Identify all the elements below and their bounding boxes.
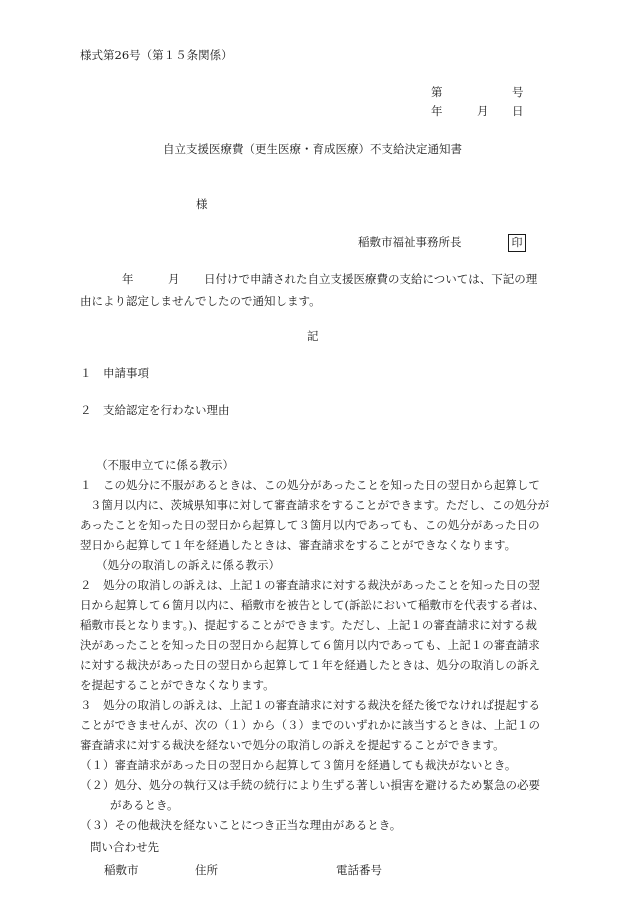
appeal-heading: （不服申立てに係る教示） (96, 458, 234, 472)
appeal-line: ことができませんが、次の（１）から（３）までのいずれかに該当するときは、上記１の (80, 718, 540, 732)
intro-text-line2: 由により認定しませんでしたので通知します。 (80, 294, 321, 308)
official-seal: 印 (508, 234, 526, 252)
appeal-line: （３）その他裁決を経ないことにつき正当な理由があるとき。 (80, 818, 402, 832)
appeal-line: 審査請求に対する裁決を経ないで処分の取消しの訴えを提起することができます。 (80, 738, 505, 752)
date-day: 日 (512, 104, 524, 118)
appeal-line: あったことを知った日の翌日から起算して３箇月以内であっても、この処分があった日の (80, 518, 540, 532)
appeal-line: ３ 処分の取消しの訴えは、上記１の審査請求に対する裁決を経た後でなければ提起する (80, 698, 540, 712)
appeal-line: があるとき。 (110, 798, 179, 812)
doc-number-suffix: 号 (512, 85, 524, 99)
item-application: １ 申請事項 (80, 366, 149, 380)
appeal-line: 決があったことを知った日の翌日から起算して６箇月以内であっても、上記１の審査請求 (80, 638, 540, 652)
date-year: 年 (431, 104, 443, 118)
intro-year: 年 (122, 272, 134, 286)
intro-month: 月 (168, 272, 180, 286)
appeal-line: ３箇月以内に、茨城県知事に対して審査請求をすることができます。ただし、この処分が (90, 498, 550, 512)
addressee-suffix: 様 (196, 197, 208, 211)
appeal-line: を提起することができなくなります。 (80, 678, 275, 692)
contact-address-label: 住所 (195, 863, 218, 877)
appeal-line: 稲敷市長となります。)、提起することができます。ただし、上記１の審査請求に対する裁 (80, 618, 537, 632)
contact-heading: 問い合わせ先 (90, 840, 159, 854)
appeal-line: に対する裁決があった日の翌日から起算して１年を経過したときは、処分の取消しの訴え (80, 658, 540, 672)
appeal-line: 日から起算して６箇月以内に、稲敷市を被告として(訴訟において稲敷市を代表する者は、 (80, 598, 545, 612)
contact-phone-label: 電話番号 (336, 863, 382, 877)
date-month: 月 (477, 104, 489, 118)
issuer-name: 稲敷市福祉事務所長 (358, 235, 462, 249)
item-reason: ２ 支給認定を行わない理由 (80, 403, 230, 417)
record-mark: 記 (307, 329, 319, 343)
intro-text-line1: 日付けで申請された自立支援医療費の支給については、下記の理 (204, 272, 538, 286)
doc-number-label: 第 (431, 85, 443, 99)
appeal-line: 翌日から起算して１年を経過したときは、審査請求をすることができなくなります。 (80, 538, 517, 552)
form-number: 様式第26号（第１５条関係） (80, 48, 233, 62)
contact-org: 稲敷市 (104, 863, 139, 877)
document-title: 自立支援医療費（更生医療・育成医療）不支給決定通知書 (163, 142, 462, 156)
appeal-line: １ この処分に不服があるときは、この処分があったことを知った日の翌日から起算して (80, 478, 540, 492)
appeal-line: ２ 処分の取消しの訴えは、上記１の審査請求に対する裁決があったことを知った日の翌 (80, 578, 540, 592)
appeal-line: （１）審査請求があった日の翌日から起算して３箇月を経過しても裁決がないとき。 (80, 758, 517, 772)
lawsuit-heading: （処分の取消しの訴えに係る教示） (96, 558, 280, 572)
appeal-line: （２）処分、処分の執行又は手続の続行により生ずる著しい損害を避けるため緊急の必要 (80, 778, 540, 792)
